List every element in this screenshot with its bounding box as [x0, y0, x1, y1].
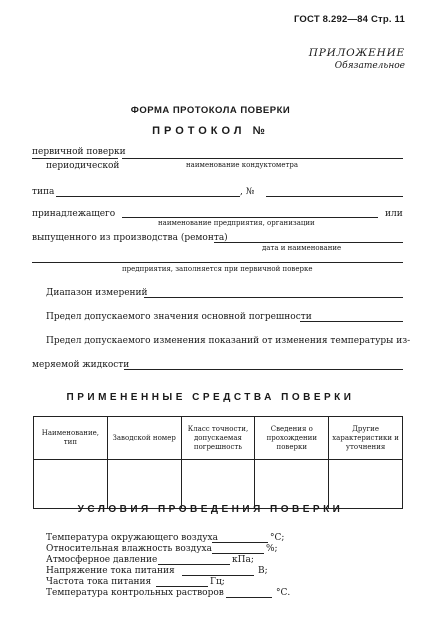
- temp-change-label-cont: меряемой жидкости: [32, 360, 130, 370]
- page-header: ГОСТ 8.292—84 Стр. 11: [293, 14, 405, 25]
- column-header: Сведения о прохождении поверки: [255, 417, 329, 460]
- instruments-title: ПРИМЕНЕННЫЕ СРЕДСТВА ПОВЕРКИ: [66, 392, 355, 403]
- org-line: [122, 217, 378, 218]
- org-caption: наименование предприятия, организации: [158, 219, 315, 227]
- enterprise-line: [32, 262, 403, 263]
- type-label: типа: [32, 187, 55, 197]
- condition-label: Температура контрольных растворов: [46, 588, 224, 598]
- column-header: Наименование, тип: [34, 417, 108, 460]
- condition-unit: %;: [266, 544, 278, 554]
- main-error-line: [300, 321, 403, 322]
- table-cell[interactable]: [34, 460, 108, 509]
- range-label: Диапазон измерений: [46, 288, 148, 298]
- condition-label: Частота тока питания: [46, 577, 152, 587]
- condition-label: Относительная влажность воздуха: [46, 544, 212, 554]
- produced-label: выпущенного из производства (ремонта): [32, 233, 228, 243]
- table-cell[interactable]: [255, 460, 329, 509]
- form-title: ФОРМА ПРОТОКОЛА ПОВЕРКИ: [130, 105, 291, 116]
- condition-label: Температура окружающего воздуха: [46, 533, 218, 543]
- column-header: Другие характеристики и уточнения: [329, 417, 403, 460]
- protocol-title: ПРОТОКОЛ №: [152, 125, 269, 137]
- or-label: или: [385, 209, 403, 219]
- temp-change-label: Предел допускаемого изменения показаний от изменения температуры из-: [46, 336, 411, 346]
- number-line: [266, 196, 403, 197]
- table-cell[interactable]: [329, 460, 403, 509]
- condition-line: [156, 586, 208, 587]
- condition-line: [226, 597, 272, 598]
- table-cell[interactable]: [181, 460, 255, 509]
- periodic-verification-label: периодической: [46, 161, 120, 171]
- condition-line: [182, 575, 254, 576]
- table-cell[interactable]: [107, 460, 181, 509]
- table-row: [34, 460, 403, 509]
- condition-label: Атмосферное давление: [46, 555, 158, 565]
- date-line: [214, 242, 403, 243]
- primary-underline: [32, 158, 118, 159]
- condition-line: [212, 553, 264, 554]
- condition-unit: В;: [258, 566, 268, 576]
- column-header: Класс точности, допускаемая погрешность: [181, 417, 255, 460]
- type-line: [56, 196, 240, 197]
- condition-unit: кПа;: [232, 555, 254, 565]
- device-name-caption: наименование кондуктометра: [186, 161, 299, 169]
- condition-unit: °С;: [270, 533, 285, 543]
- main-error-label: Предел допускаемого значения основной погрешности: [46, 312, 312, 322]
- condition-unit: °С.: [276, 588, 291, 598]
- column-header: Заводской номер: [107, 417, 181, 460]
- condition-line: [212, 542, 268, 543]
- number-label: , №: [240, 187, 255, 197]
- enterprise-caption: предприятия, заполняется при первичной поверке: [122, 265, 313, 273]
- instruments-table: [33, 416, 403, 509]
- condition-line: [158, 564, 230, 565]
- appendix-type: Обязательное: [334, 61, 405, 71]
- primary-verification-label: первичной поверки: [32, 147, 126, 157]
- belongs-label: принадлежащего: [32, 209, 116, 219]
- condition-label: Напряжение тока питания: [46, 566, 175, 576]
- device-name-line: [122, 158, 403, 159]
- condition-unit: Гц;: [210, 577, 225, 587]
- range-line: [144, 297, 403, 298]
- conditions-title: УСЛОВИЯ ПРОВЕДЕНИЯ ПОВЕРКИ: [77, 504, 344, 515]
- date-caption: дата и наименование: [262, 244, 342, 252]
- temp-change-line: [124, 369, 403, 370]
- appendix-label: ПРИЛОЖЕНИЕ: [308, 47, 405, 59]
